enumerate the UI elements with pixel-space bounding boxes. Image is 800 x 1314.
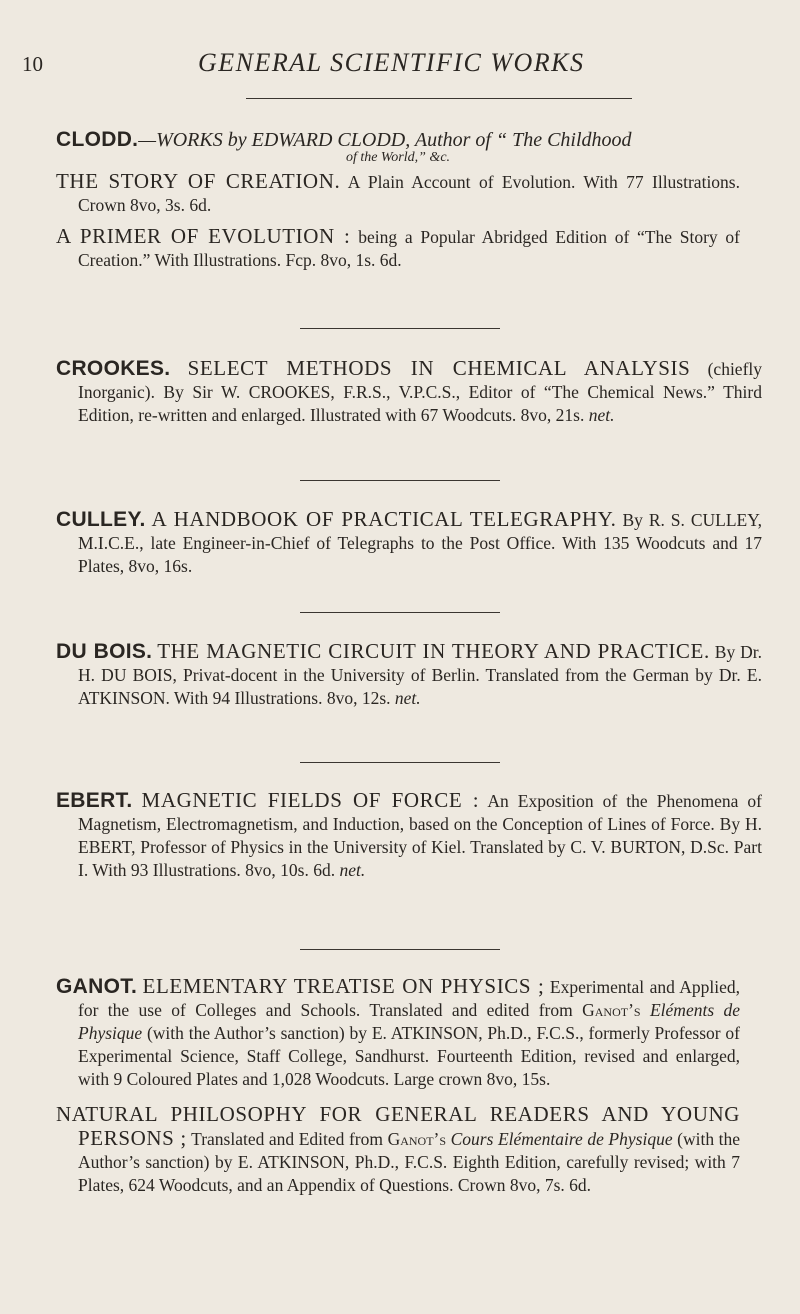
divider-rule <box>300 949 500 950</box>
page-header <box>0 48 800 78</box>
entry-clodd <box>56 128 740 272</box>
desc-elementary-treatise-b: (with the Author’s sanction) by E. ATKINSON, Ph.D., F.C.S., formerly Professor of Experimental Science, Staff College, Sandhurst. Fourteenth Edition, revised and enlarged, with 9 Coloured Plates and 1,028 Woodcuts. Large crown 8vo, 15s. <box>78 1023 741 1089</box>
author-culley: CULLEY. <box>56 508 146 531</box>
entry-crookes <box>56 357 762 427</box>
divider-rule <box>300 612 500 613</box>
title-story-of-creation: THE STORY OF CREATION. <box>56 169 341 193</box>
title-elementary-treatise: ELEMENTARY TREATISE ON PHYSICS ; <box>142 974 545 998</box>
author-dubois: DU BOIS. <box>56 640 153 663</box>
desc-ebert: An Exposition of the Phenomena of Magnetism, Electromagnetism, and Induction, based on the Conception of Lines of Force. By H. EBERT, Professor of Physics in the University of Kiel. Translated by C. V. BURTON, D.Sc. Part I. With 93 Illustrations. 8vo, 10s. 6d. <box>78 791 763 880</box>
entry-ebert <box>56 789 762 882</box>
desc-story-of-creation: A Plain Account of Evolution. With 77 Illustrations. Crown 8vo, 3s. 6d. <box>78 172 740 215</box>
desc-culley: By R. S. CULLEY, M.I.C.E., late Engineer-in-Chief of Telegraphs to the Post Office. With 135 Woodcuts and 17 Plates, 8vo, 16s. <box>78 510 762 576</box>
title-crookes: SELECT METHODS IN CHEMICAL ANALYSIS <box>187 356 691 380</box>
divider-rule <box>300 762 500 763</box>
net-crookes: net. <box>588 405 615 425</box>
clodd-works-line-cont: of the World,” &c. <box>345 150 451 165</box>
divider-rule <box>300 480 500 481</box>
title-dubois: THE MAGNETIC CIRCUIT IN THEORY AND PRACTICE. <box>157 639 710 663</box>
ganots-2: Ganot’s <box>387 1129 447 1149</box>
desc-natural-philosophy-a: Translated and Edited from <box>191 1129 383 1149</box>
entry-ganot <box>56 975 740 1197</box>
author-clodd: CLODD. <box>56 128 139 151</box>
author-ganot: GANOT. <box>56 975 138 998</box>
divider-rule <box>300 328 500 329</box>
ganots-1: Ganot’s <box>582 1000 641 1020</box>
title-ebert: MAGNETIC FIELDS OF FORCE : <box>141 788 480 812</box>
entry-culley <box>56 508 762 578</box>
desc-dubois: By Dr. H. DU BOIS, Privat-docent in the University of Berlin. Translated from the German by Dr. E. ATKINSON. With 94 Illustrations. 8vo, 12s. <box>78 642 762 708</box>
net-ebert: net. <box>339 860 366 880</box>
desc-elementary-treatise-a: Experimental and Applied, for the use of Colleges and Schools. Translated and edited from <box>78 977 741 1020</box>
author-crookes: CROOKES. <box>56 357 171 380</box>
title-culley: A HANDBOOK OF PRACTICAL TELEGRAPHY. <box>151 507 617 531</box>
author-ebert: EBERT. <box>56 789 133 812</box>
net-dubois: net. <box>394 688 421 708</box>
desc-natural-philosophy-b: (with the Author’s sanction) by E. ATKINSON, Ph.D., F.C.S. Eighth Edition, carefully revised; with 7 Plates, 624 Woodcuts, and an Appendix of Questions. Crown 8vo, 7s. 6d. <box>78 1129 741 1195</box>
work-elements-de-physique: Eléments de Physique <box>78 1000 741 1043</box>
clodd-works-line: —WORKS by EDWARD CLODD, Author of “ The Childhood <box>138 129 632 151</box>
desc-primer-of-evolution: being a Popular Abridged Edition of “The Story of Creation.” With Illustrations. Fcp. 8vo, 1s. 6d. <box>78 227 740 270</box>
title-natural-philosophy: NATURAL PHILOSOPHY FOR GENERAL READERS AND YOUNG PERSONS ; <box>56 1102 740 1150</box>
work-cours-elementaire: Cours Elémentaire de Physique <box>450 1129 673 1149</box>
entry-dubois <box>56 640 762 710</box>
header-rule <box>246 98 632 99</box>
desc-crookes: (chiefly Inorganic). By Sir W. CROOKES, F.R.S., V.P.C.S., Editor of “The Chemical News.” Third Edition, re-written and enlarged. Illustrated with 67 Woodcuts. 8vo, 21s. <box>78 359 763 425</box>
title-primer-of-evolution: A PRIMER OF EVOLUTION : <box>56 224 351 248</box>
page-number: 10 <box>22 52 43 76</box>
running-title: GENERAL SCIENTIFIC WORKS <box>198 48 585 77</box>
